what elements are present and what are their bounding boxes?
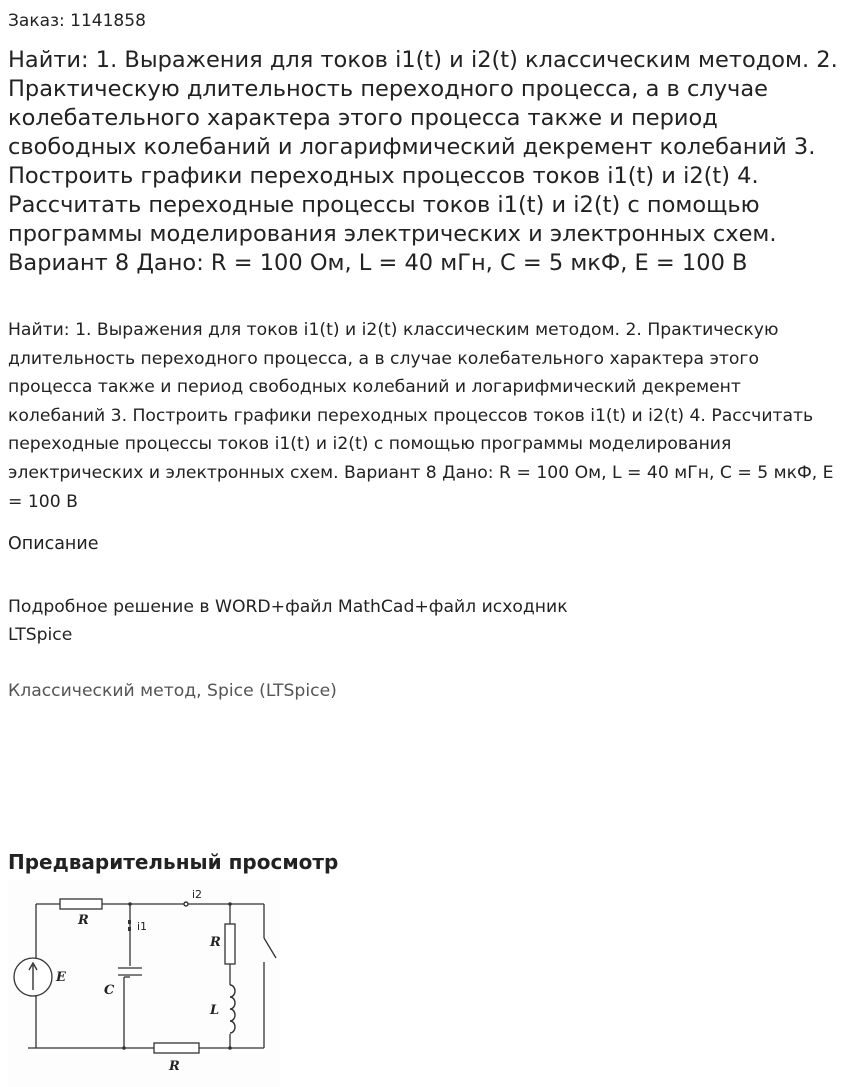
task-description: Найти: 1. Выражения для токов i1(t) и i2(t) классическим методом. 2. Практическую длительность переходного процесса, а в случае колебательного характера этого процесса также и период свободных колебаний и логарифмический декремент колебаний 3. Построить графики переходных процессов токов i1(t) и i2(t) 4. Рассчитать переходные процессы токов i1(t) и i2(t) с помощью программы моделирования электрических и электронных схем. Вариант 8 Дано: R = 100 Ом, L = 40 мГн, C = 5 мкФ, E = 100 В (8, 320, 834, 512)
circuit-diagram (8, 880, 280, 1087)
current-i2-label: i2 (192, 888, 203, 901)
resistor-label-mid: R (210, 935, 221, 950)
current-i1-label: i1 (137, 920, 148, 933)
inductor-label: L (210, 1003, 220, 1018)
preview-heading: Предварительный просмотр (8, 850, 339, 874)
circuit-preview-image (8, 880, 280, 1087)
solution-tags: Классический метод, Spice (LTSpice) (8, 681, 337, 701)
description-label: Описание (8, 534, 99, 554)
task-title: Найти: 1. Выражения для токов i1(t) и i2(t) классическим методом. 2. Практическую длительность переходного процесса, а в случае колебательного характера этого процесса также и период свободных колебаний и логарифмический декремент колебаний 3. Построить графики переходных процессов токов i1(t) и i2(t) 4. Рассчитать переходные процессы токов i1(t) и i2(t) с помощью программы моделирования электрических и электронных схем. Вариант 8 Дано: R = 100 Ом, L = 40 мГн, C = 5 мкФ, E = 100 В (8, 47, 838, 276)
resistor-label-bottom: R (169, 1059, 180, 1074)
source-label: E (56, 970, 66, 985)
order-number: Заказ: 1141858 (8, 11, 146, 31)
solution-details: Подробное решение в WORD+файл MathCad+файл исходник LTSpice (8, 597, 568, 645)
capacitor-label: C (104, 983, 115, 998)
resistor-label-top: R (78, 913, 89, 928)
